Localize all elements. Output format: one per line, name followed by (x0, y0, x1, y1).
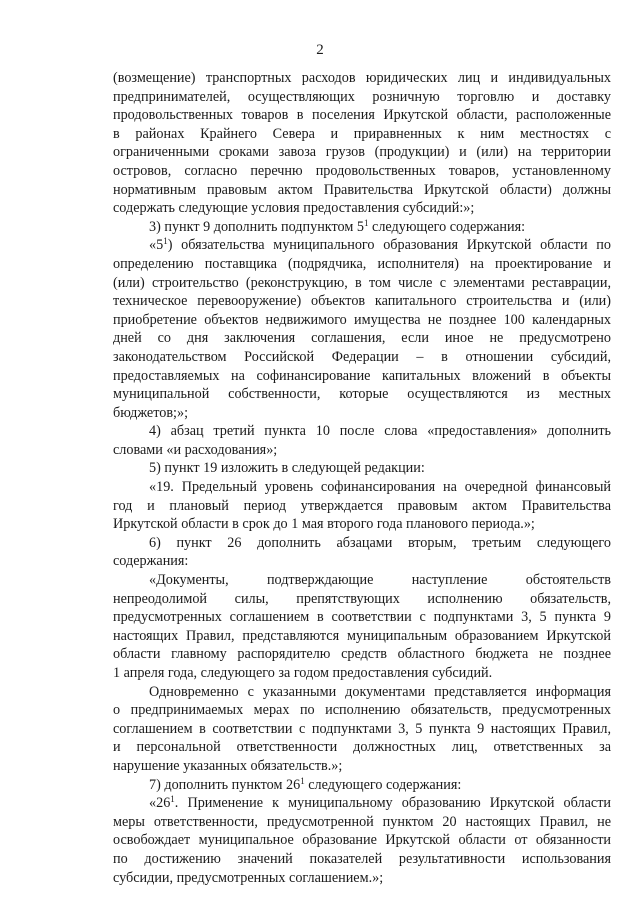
text-line (113, 813, 611, 832)
line-text: предоставляемых на софинансирование капитальных вложений в объекты (113, 367, 611, 384)
text-line (113, 348, 611, 367)
line-text-continued: ) обязательства муниципального образования Иркутской области по (167, 237, 611, 254)
text-line (113, 552, 611, 571)
line-text: освобождает муниципальное образование Иркутской области от обязанности (113, 832, 611, 849)
line-text: и персональной ответственности должностных лиц, ответственных за (113, 739, 611, 756)
line-text: «26 (149, 795, 171, 812)
text-line (113, 738, 611, 757)
line-text: Одновременно с указанными документами представляется информация (149, 683, 611, 700)
line-text-continued: следующего содержания: (368, 218, 526, 235)
text-line (113, 459, 611, 478)
text-line (113, 664, 611, 683)
line-text: 5) пункт 19 изложить в следующей редакции: (149, 460, 425, 477)
text-line (113, 757, 611, 776)
line-text: 4) абзац третий пункта 10 после слова «предоставления» дополнить (149, 423, 611, 440)
text-line (113, 776, 611, 795)
text-line (113, 831, 611, 850)
line-text: (возмещение) транспортных расходов юридических лиц и индивидуальных (113, 70, 611, 86)
line-text: словами «и расходования»; (113, 441, 278, 458)
line-text: Иркутской области в срок до 1 мая второго года планового периода.»; (113, 516, 535, 533)
text-line (113, 274, 611, 293)
line-text: меры ответственности, предусмотренной пунктом 20 настоящих Правил, не (113, 813, 611, 830)
text-line (113, 590, 611, 609)
text-line (113, 367, 611, 386)
line-text: области главному распорядителю средств областного бюджета не позднее (113, 646, 611, 663)
line-text: содержания: (113, 553, 189, 570)
line-text: содержать следующие условия предоставления субсидий:»; (113, 200, 475, 217)
superscript: 1 (300, 775, 305, 786)
text-line (113, 125, 611, 144)
document-body (113, 69, 611, 887)
line-text: продовольственных товаров в поселения Иркутской области, расположенные (113, 107, 611, 124)
line-text: о предпринимаемых мерах по исполнению обязательств, предусмотренных (113, 702, 611, 719)
text-line (113, 534, 611, 553)
line-text: нарушение указанных обязательств.»; (113, 757, 343, 774)
text-line (113, 311, 611, 330)
line-text: соглашением в соответствии с подпунктами 3, 5 пункта 9 настоящих Правил, (113, 720, 611, 737)
line-text: ограниченными сроками завоза грузов (продукции) и (или) на территории (113, 144, 611, 161)
text-line (113, 69, 611, 88)
line-text: год и плановый период утверждается правовым актом Правительства (113, 497, 611, 514)
text-line (113, 199, 611, 218)
line-text-continued: . Применение к муниципальному образованию Иркутской области (174, 795, 611, 812)
line-text: в районах Крайнего Севера и приравненных к ним местностях с (113, 125, 611, 142)
text-line (113, 497, 611, 516)
line-text: предусмотренных соглашением в соответствии с подпунктами 3, 5 пункта 9 (113, 609, 611, 626)
text-line (113, 292, 611, 311)
line-text: дней со дня заключения соглашения, если иное не предусмотрено (113, 330, 611, 347)
text-line (113, 683, 611, 702)
text-line (113, 218, 611, 237)
line-text: непреодолимой силы, препятствующих исполнению обязательств, (113, 590, 611, 607)
text-line (113, 720, 611, 739)
line-text: муниципальной собственности, которые осуществляются из местных (113, 386, 611, 403)
page-number: 2 (316, 42, 324, 58)
text-line (113, 794, 611, 813)
text-line (113, 385, 611, 404)
line-text: «19. Предельный уровень софинансирования на очередной финансовый (149, 479, 611, 496)
text-line (113, 515, 611, 534)
line-text: 1 апреля года, следующего за годом предоставления субсидий. (113, 665, 493, 681)
text-line (113, 88, 611, 107)
line-text: 3) пункт 9 дополнить подпунктом 5 (149, 218, 364, 235)
line-text: бюджетов;»; (113, 404, 189, 421)
line-text: «5 (149, 237, 164, 254)
superscript: 1 (363, 217, 369, 228)
text-line (113, 106, 611, 125)
line-text: определению поставщика (подрядчика, исполнителя) на проектирование и (113, 255, 611, 272)
line-text: законодательством Российской Федерации – в отношении субсидий, (113, 348, 611, 365)
line-text: нормативным правовым актом Правительства Иркутской области) должны (113, 181, 611, 198)
text-line (113, 608, 611, 627)
text-line (113, 701, 611, 720)
text-line (113, 850, 611, 869)
line-text: островов, согласно перечню продовольственных товаров, установленному (113, 162, 611, 179)
text-line (113, 236, 611, 255)
text-line (113, 255, 611, 274)
line-text: субсидии, предусмотренных соглашением.»; (113, 869, 384, 886)
text-line (113, 422, 611, 441)
text-line (113, 478, 611, 497)
text-line (113, 645, 611, 664)
line-text: по достижению значений показателей результативности использования (113, 850, 611, 867)
line-text: предпринимателей, осуществляющих розничную торговлю и доставку (113, 88, 611, 105)
line-text: (или) строительство (реконструкцию, в том числе с элементами реставрации, (113, 274, 611, 291)
superscript: 1 (170, 794, 175, 805)
text-line (113, 441, 611, 460)
text-line (113, 329, 611, 348)
text-line (113, 869, 611, 888)
text-line (113, 404, 611, 423)
line-text: «Документы, подтверждающие наступление обстоятельств (149, 572, 611, 589)
line-text: настоящих Правил, представляются муниципальным образованием Иркутской (113, 627, 611, 644)
text-line (113, 162, 611, 181)
text-line (113, 181, 611, 200)
text-line (113, 143, 611, 162)
line-text-continued: следующего содержания: (304, 776, 462, 793)
text-line (113, 571, 611, 590)
line-text: техническое перевооружение) объектов капитального строительства и (или) (113, 293, 611, 310)
line-text: 6) пункт 26 дополнить абзацами вторым, третьим следующего (149, 534, 611, 551)
line-text: приобретение объектов недвижимого имущества не позднее 100 календарных (113, 311, 611, 328)
superscript: 1 (163, 236, 168, 247)
text-line (113, 627, 611, 646)
line-text: 7) дополнить пунктом 26 (149, 776, 301, 793)
